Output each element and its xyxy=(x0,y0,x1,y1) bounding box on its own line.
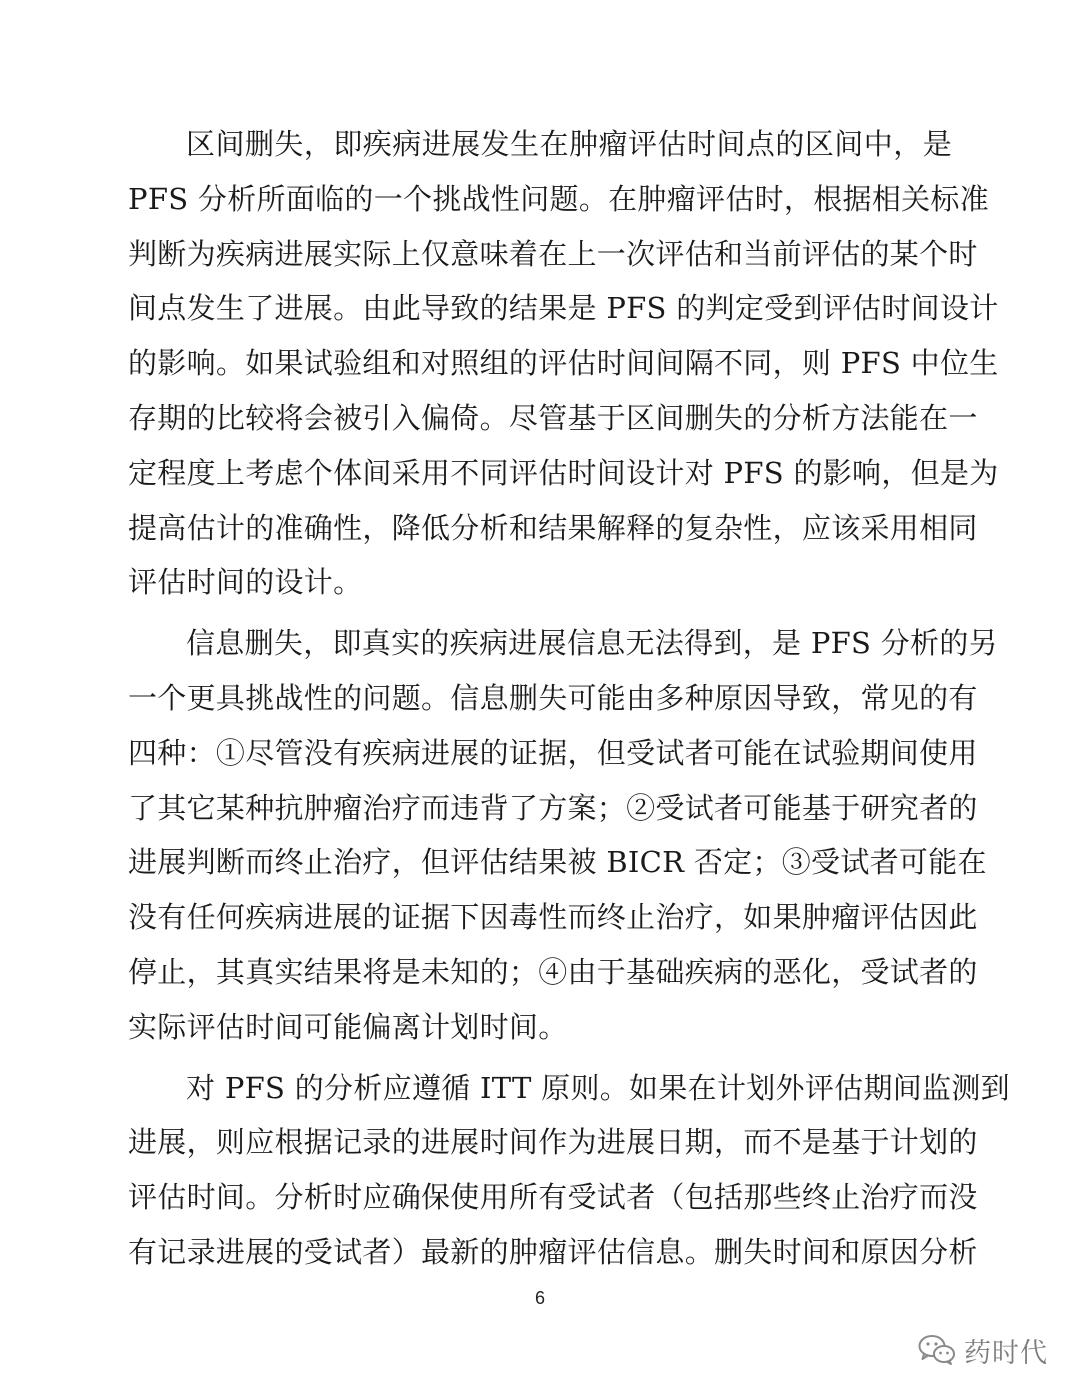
text-line: 对 PFS 的分析应遵循 ITT 原则。如果在计划外评估期间监测到 xyxy=(186,1070,1010,1105)
text-line: 评估时间的设计。 xyxy=(128,565,363,600)
text-line: 实际评估时间可能偏离计划时间。 xyxy=(128,1009,568,1044)
text-line: PFS 分析所面临的一个挑战性问题。在肿瘤评估时，根据相关标准 xyxy=(128,181,990,216)
text-line: 了其它某种抗肿瘤治疗而违背了方案；②受试者可能基于研究者的 xyxy=(128,790,978,825)
text-line: 有记录进展的受试者）最新的肿瘤评估信息。删失时间和原因分析 xyxy=(128,1234,978,1269)
text-line: 评估时间。分析时应确保使用所有受试者（包括那些终止治疗而没 xyxy=(128,1180,978,1215)
text-line: 定程度上考虑个体间采用不同评估时间设计对 PFS 的影响，但是为 xyxy=(128,455,999,490)
text-line: 四种：①尽管没有疾病进展的证据，但受试者可能在试验期间使用 xyxy=(128,735,978,770)
text-line: 没有任何疾病进展的证据下因毒性而终止治疗，如果肿瘤评估因此 xyxy=(128,900,978,935)
text-line: 进展，则应根据记录的进展时间作为进展日期，而不是基于计划的 xyxy=(128,1125,978,1160)
body-text xyxy=(128,117,1010,1286)
text-line: 信息删失，即真实的疾病进展信息无法得到，是 PFS 分析的另 xyxy=(186,626,998,661)
page-number: 6 xyxy=(534,1288,545,1308)
text-line: 的影响。如果试验组和对照组的评估时间间隔不同，则 PFS 中位生 xyxy=(128,346,999,381)
text-line: 停止，其真实结果将是未知的；④由于基础疾病的恶化，受试者的 xyxy=(128,954,978,989)
text-line: 区间删失，即疾病进展发生在肿瘤评估时间点的区间中，是 xyxy=(186,127,952,161)
paragraph-informative-censoring xyxy=(128,616,998,1054)
watermark xyxy=(918,1330,1048,1370)
text-line: 进展判断而终止治疗，但评估结果被 BICR 否定；③受试者可能在 xyxy=(128,845,987,880)
wechat-icon xyxy=(918,1334,956,1366)
paragraph-itt-principle xyxy=(128,1061,1010,1280)
text-line: 提高估计的准确性，降低分析和结果解释的复杂性，应该采用相同 xyxy=(128,510,978,545)
paragraph-interval-censoring xyxy=(128,117,999,610)
watermark-text: 药时代 xyxy=(964,1337,1048,1369)
text-line: 间点发生了进展。由此导致的结果是 PFS 的判定受到评估时间设计 xyxy=(128,291,999,326)
text-line: 一个更具挑战性的问题。信息删失可能由多种原因导致，常见的有 xyxy=(128,680,978,715)
text-line: 存期的比较将会被引入偏倚。尽管基于区间删失的分析方法能在一 xyxy=(128,400,978,435)
text-line: 判断为疾病进展实际上仅意味着在上一次评估和当前评估的某个时 xyxy=(128,236,978,271)
